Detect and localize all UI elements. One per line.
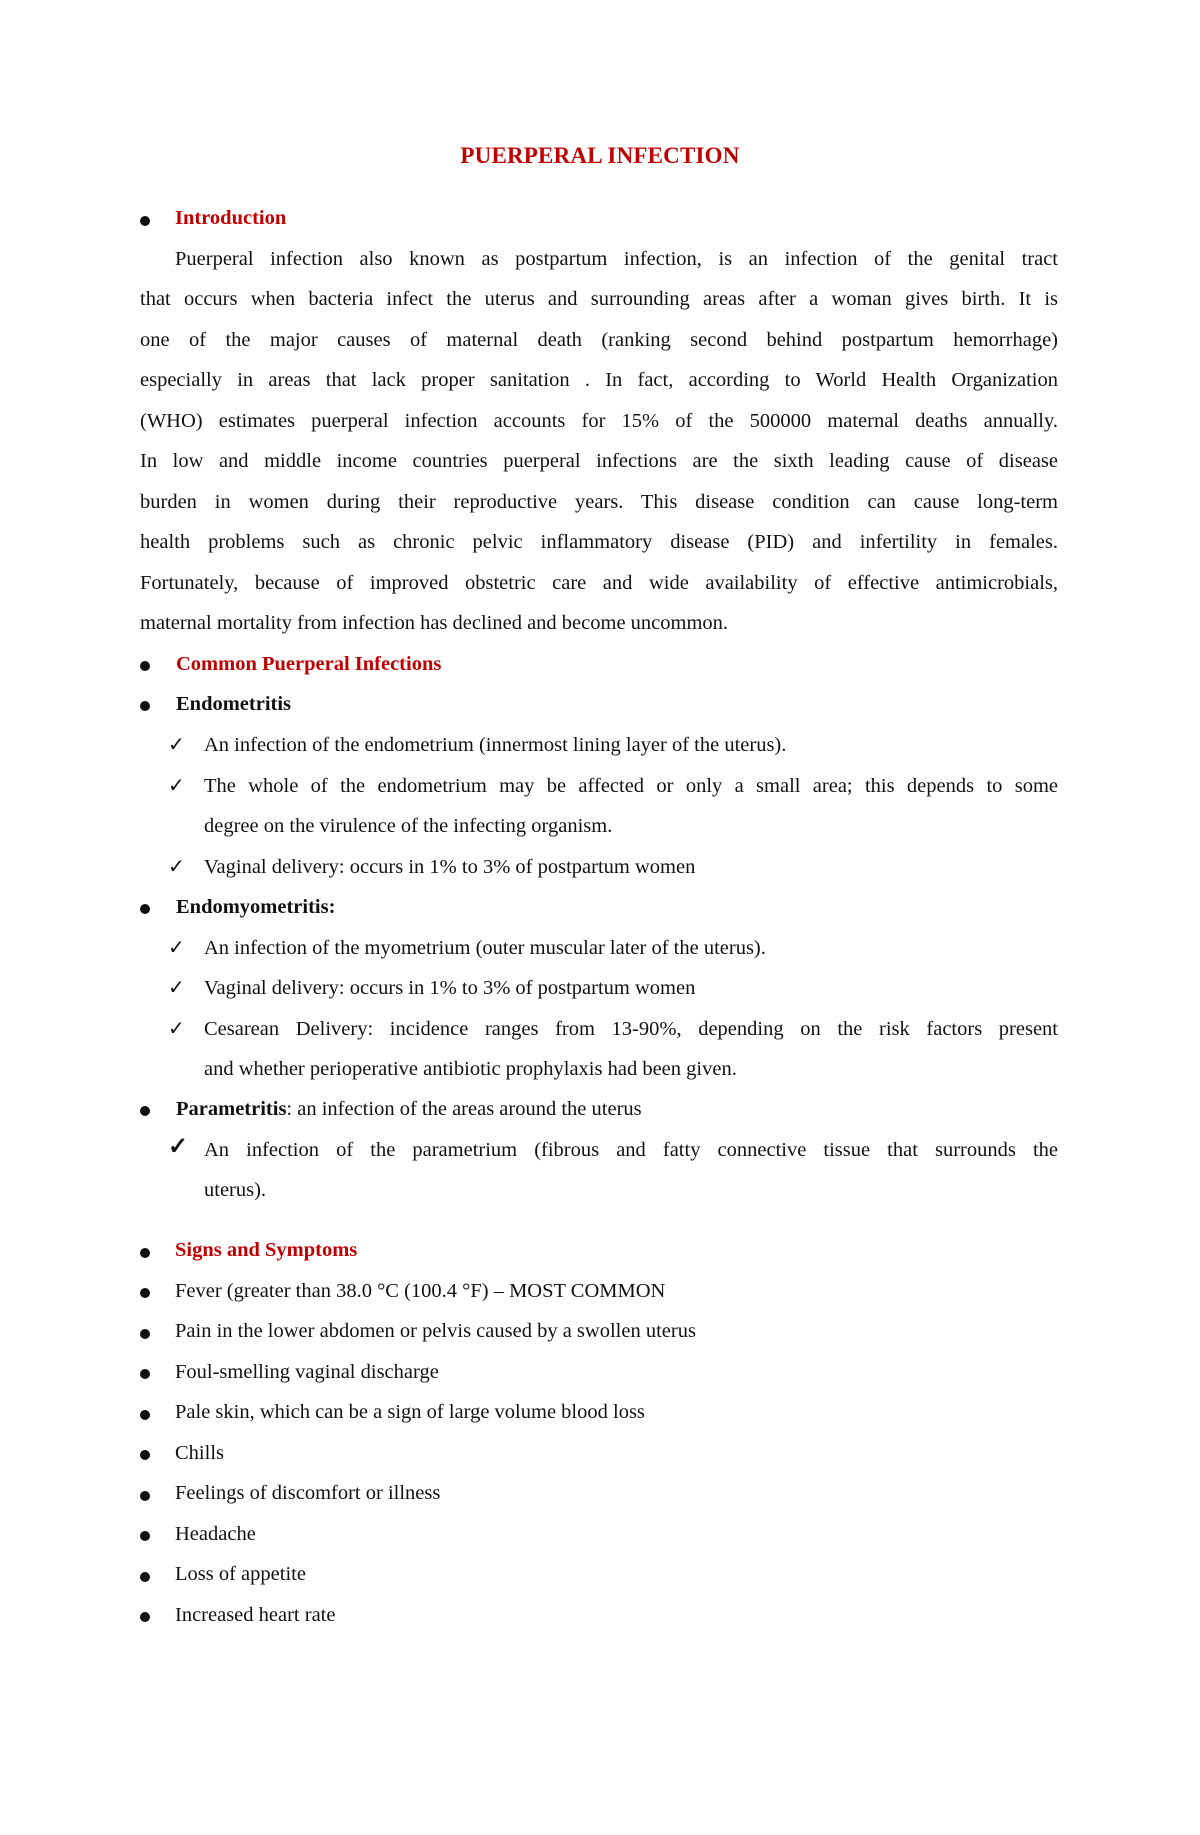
symptom-item: Pale skin, which can be a sign of large volume blood loss [175,1401,645,1423]
list-item-continuation: uterus). [204,1179,267,1201]
bullet-icon [140,1450,150,1460]
bullet-icon [140,1248,150,1258]
bullet-icon [140,661,150,671]
symptom-item: Fever (greater than 38.0 °C (100.4 °F) – MOST COMMON [175,1280,666,1302]
list-item: Vaginal delivery: occurs in 1% to 3% of postpartum women [204,977,696,999]
bullet-icon [140,1106,150,1116]
bullet-icon [140,1288,150,1298]
symptom-item: Chills [175,1442,224,1464]
paragraph-line: that occurs when bacteria infect the uterus and surrounding areas after a woman gives birth. It is [140,288,1058,310]
paragraph-line: especially in areas that lack proper sanitation . In fact, according to World Health Organization [140,369,1058,391]
subheading-parametritis-line [176,1097,642,1121]
checkmark-icon: ✓ [168,734,185,756]
paragraph-line: (WHO) estimates puerperal infection accounts for 15% of the 500000 maternal deaths annually. [140,410,1058,432]
bullet-icon [140,1410,150,1420]
paragraph-line: Fortunately, because of improved obstetric care and wide availability of effective antimicrobials, [140,572,1058,594]
section-heading-introduction: Introduction [175,207,287,229]
section-heading-signs: Signs and Symptoms [175,1239,358,1261]
bullet-icon [140,1612,150,1622]
bullet-icon [140,1369,150,1379]
symptom-item: Feelings of discomfort or illness [175,1482,441,1504]
section-heading-common-infections: Common Puerperal Infections [176,653,442,675]
list-item-continuation: degree on the virulence of the infecting organism. [204,815,613,837]
subheading-endomyometritis: Endomyometritis: [176,896,336,918]
symptom-item: Headache [175,1523,256,1545]
paragraph-line: one of the major causes of maternal death (ranking second behind postpartum hemorrhage) [140,329,1058,351]
bullet-icon [140,1572,150,1582]
paragraph-line: Puerperal infection also known as postpartum infection, is an infection of the genital tract [175,248,1058,270]
checkmark-icon: ✓ [168,775,185,797]
list-item-continuation: and whether perioperative antibiotic prophylaxis had been given. [204,1058,737,1080]
symptom-item: Increased heart rate [175,1604,336,1626]
parametritis-description: : an infection of the areas around the uterus [286,1098,642,1120]
symptom-item: Loss of appetite [175,1563,306,1585]
symptom-item: Pain in the lower abdomen or pelvis caused by a swollen uterus [175,1320,696,1342]
paragraph-line: maternal mortality from infection has declined and become uncommon. [140,612,729,634]
checkmark-icon: ✓ [168,937,185,959]
list-item: Vaginal delivery: occurs in 1% to 3% of postpartum women [204,856,696,878]
list-item: An infection of the parametrium (fibrous and fatty connective tissue that surrounds the [204,1139,1058,1161]
document-title: PUERPERAL INFECTION [460,143,740,168]
subheading-parametritis: Parametritis [176,1098,287,1120]
list-item: An infection of the endometrium (innermost lining layer of the uterus). [204,734,787,756]
checkmark-icon: ✓ [168,1134,189,1160]
bullet-icon [140,1491,150,1501]
checkmark-icon: ✓ [168,856,185,878]
paragraph-line: health problems such as chronic pelvic inflammatory disease (PID) and infertility in females. [140,531,1058,553]
bullet-icon [140,701,150,711]
bullet-icon [140,1329,150,1339]
paragraph-line: burden in women during their reproductive years. This disease condition can cause long-term [140,491,1058,513]
bullet-icon [140,1531,150,1541]
checkmark-icon: ✓ [168,977,185,999]
list-item: An infection of the myometrium (outer muscular later of the uterus). [204,937,766,959]
list-item: The whole of the endometrium may be affected or only a small area; this depends to some [204,775,1058,797]
bullet-icon [140,216,150,226]
symptom-item: Foul-smelling vaginal discharge [175,1361,439,1383]
paragraph-line: In low and middle income countries puerperal infections are the sixth leading cause of disease [140,450,1058,472]
checkmark-icon: ✓ [168,1018,185,1040]
list-item: Cesarean Delivery: incidence ranges from 13-90%, depending on the risk factors present [204,1018,1058,1040]
subheading-endometritis: Endometritis [176,693,292,715]
bullet-icon [140,904,150,914]
